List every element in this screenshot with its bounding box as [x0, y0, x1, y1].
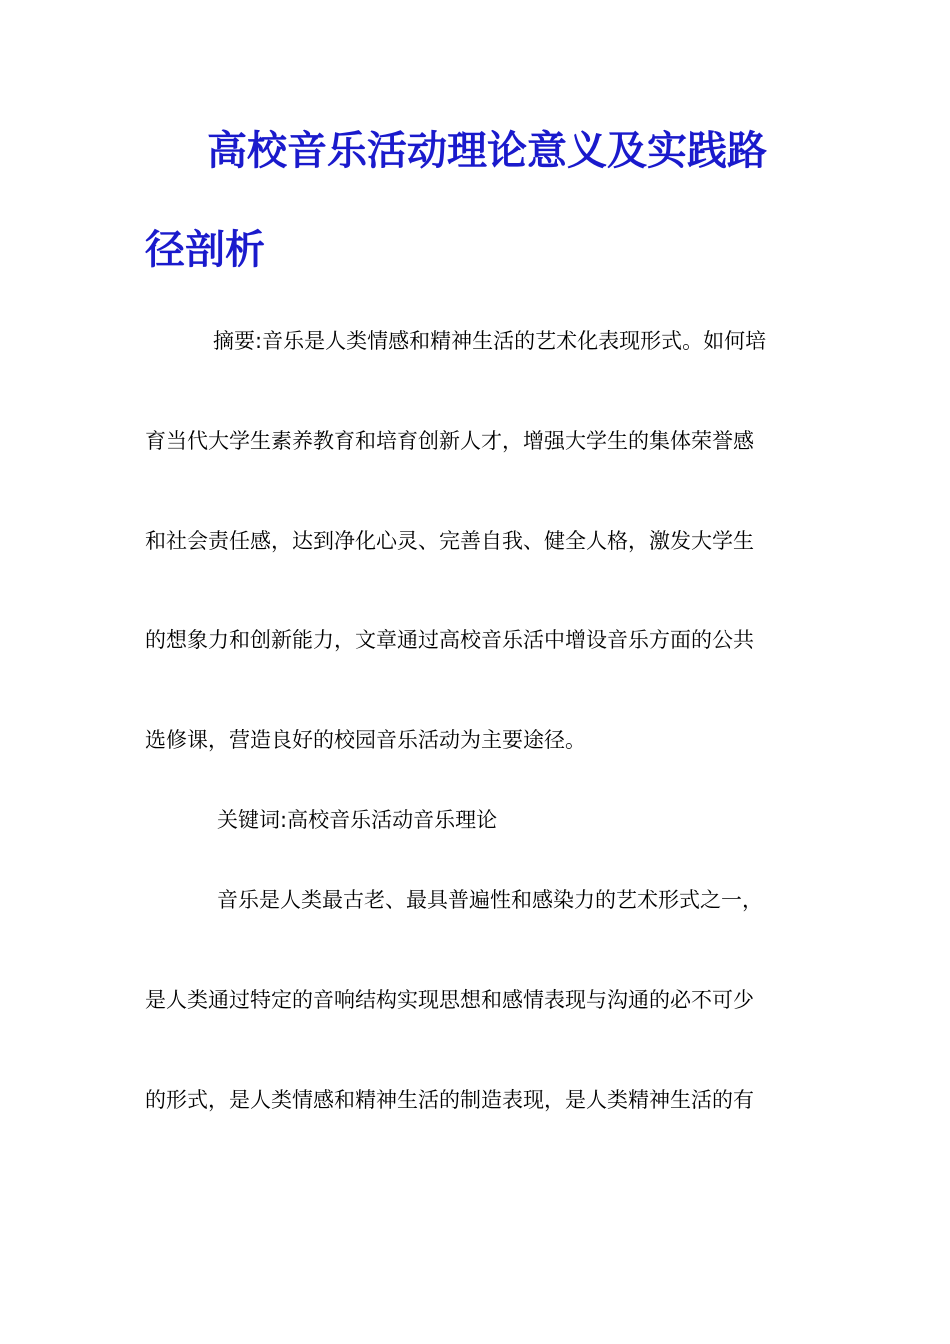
abstract-line: 育当代大学生素养教育和培育创新人才，增强大学生的集体荣誉感 [145, 429, 754, 453]
document-title-line-2: 径剖析 [145, 226, 265, 273]
abstract-line: 和社会责任感，达到净化心灵、完善自我、健全人格，激发大学生 [145, 529, 754, 553]
body-paragraph-line: 的形式，是人类情感和精神生活的制造表现，是人类精神生活的有 [145, 1088, 754, 1112]
body-paragraph-line: 音乐是人类最古老、最具普遍性和感染力的艺术形式之一， [217, 888, 763, 912]
abstract-line: 选修课，营造良好的校园音乐活动为主要途径。 [145, 728, 586, 752]
document-title-line-1: 高校音乐活动理论意义及实践路 [207, 127, 767, 174]
keywords-line: 关键词:高校音乐活动音乐理论 [217, 808, 498, 832]
abstract-line: 的想象力和创新能力，文章通过高校音乐活中增设音乐方面的公共 [145, 628, 754, 652]
body-paragraph-line: 是人类通过特定的音响结构实现思想和感情表现与沟通的必不可少 [145, 988, 754, 1012]
abstract-line: 摘要:音乐是人类情感和精神生活的艺术化表现形式。如何培 [213, 329, 767, 353]
